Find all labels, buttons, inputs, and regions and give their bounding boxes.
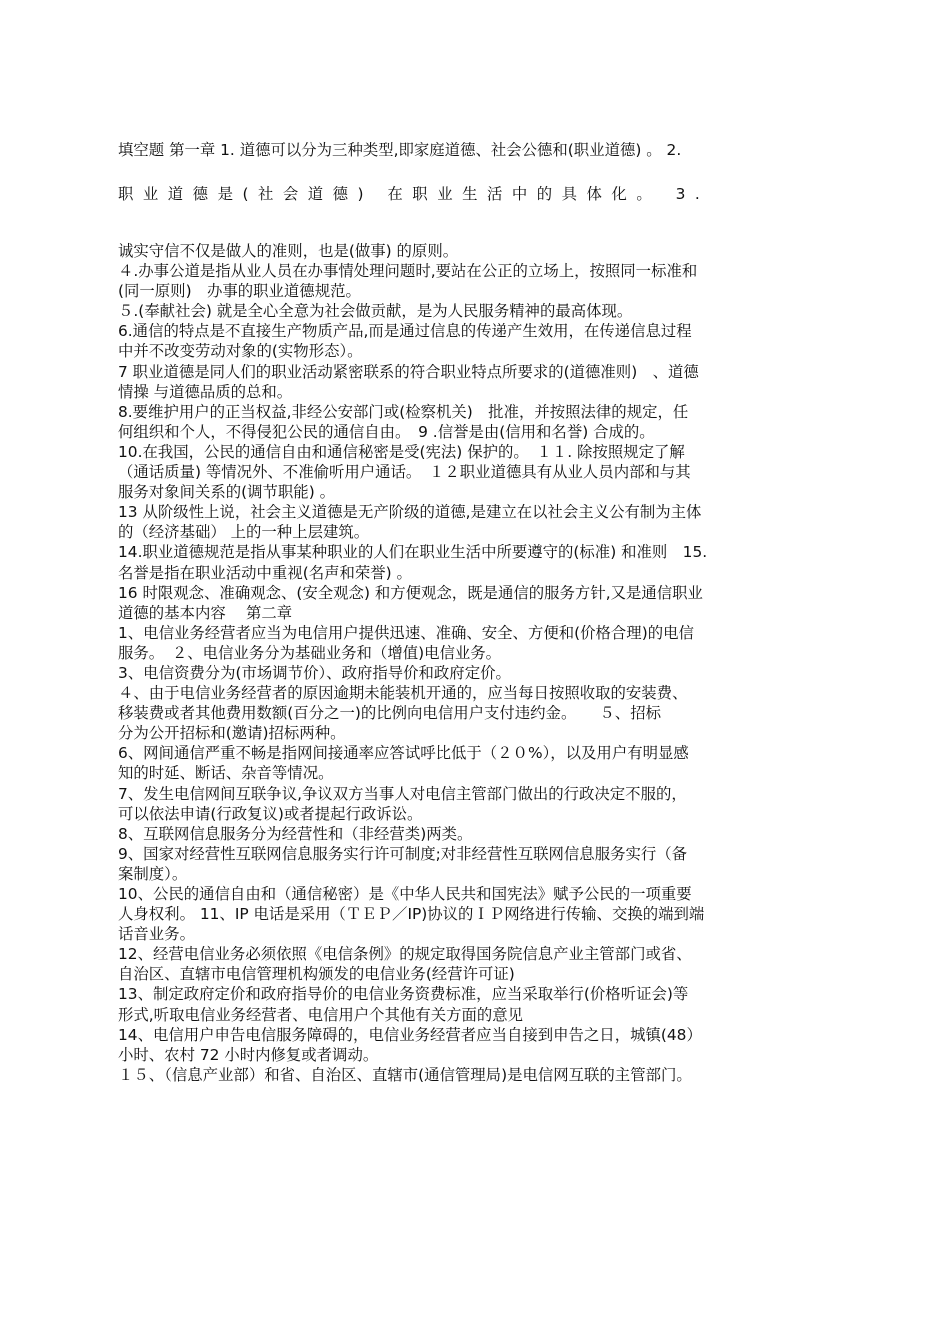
text-line: 情操 与道德品质的总和。 [118, 382, 293, 401]
text-line: 道德的基本内容 第二章 [118, 603, 293, 622]
text-line: 的（经济基础） 上的一种上层建筑。 [118, 523, 370, 542]
text-line: 移装费或者其他费用数额(百分之一)的比例向电信用户支付违约金。 ５、招标 [118, 704, 661, 723]
text-line: 何组织和个人，不得侵犯公民的通信自由。 9 .信誉是由(信用和名誉) 合成的。 [118, 422, 655, 441]
text-line: 话音业务。 [118, 925, 195, 944]
text-line: 知的时延、断话、杂音等情况。 [118, 764, 334, 783]
text-line: 1、电信业务经营者应当为电信用户提供迅速、准确、安全、方便和(价格合理)的电信 [118, 623, 694, 642]
text-line: (同一原则) 办事的职业道德规范。 [118, 282, 361, 301]
text-line: 可以依法申请(行政复议)或者提起行政诉讼。 [118, 804, 423, 823]
text-line: 13、制定政府定价和政府指导价的电信业务资费标准，应当采取举行(价格听证会)等 [118, 985, 689, 1004]
text-line-2: 职业道德是(社会道德) 在职业生活中的具体化。 3. [118, 185, 710, 203]
text-line: 7 职业道德是同人们的职业活动紧密联系的符合职业特点所要求的(道德准则) 、道德 [118, 362, 699, 381]
text-line: 7、发生电信网间互联争议,争议双方当事人对电信主管部门做出的行政决定不服的， [118, 784, 687, 803]
text-line: 3、电信资费分为(市场调节价）、政府指导价和政府定价。 [118, 663, 511, 682]
text-line: ４、由于电信业务经营者的原因逾期未能装机开通的，应当每日按照收取的安装费、 [118, 684, 688, 703]
text-line: 10.在我国，公民的通信自由和通信秘密是受(宪法) 保护的。 １１. 除按照规定了解 [118, 442, 685, 461]
text-line: 中并不改变劳动对象的(实物形态）。 [118, 342, 363, 361]
text-line: 分为公开招标和(邀请)招标两种。 [118, 724, 346, 743]
text-line: （通话质量) 等情况外、不准偷听用户通话。 １２职业道德具有从业人员内部和与其 [118, 463, 691, 482]
text-line: 自治区、直辖市电信管理机构颁发的电信业务(经营许可证) [118, 965, 515, 984]
text-line: 13 从阶级性上说，社会主义道德是无产阶级的道德,是建立在以社会主义公有制为主体 [118, 503, 702, 522]
text-line-1: 填空题 第一章 1. 道德可以分为三种类型,即家庭道德、社会公德和(职业道德) 。 2. [118, 141, 682, 159]
text-line: ４.办事公道是指从业人员在办事情处理问题时,要站在公正的立场上，按照同一标准和 [118, 262, 698, 281]
text-line: 6.通信的特点是不直接生产物质产品,而是通过信息的传递产生效用，在传递信息过程 [118, 322, 692, 341]
text-line: 人身权利。 11、IP 电话是采用（ＴＥＰ／IP)协议的ＩＰ网络进行传输、交换的端到端 [118, 905, 705, 924]
text-line: 8.要维护用户的正当权益,非经公安部门或(检察机关) 批准，并按照法律的规定，任 [118, 402, 689, 421]
text-line: 16 时限观念、准确观念、(安全观念) 和方便观念，既是通信的服务方针,又是通信职业 [118, 583, 703, 602]
text-line: 6、网间通信严重不畅是指网间接通率应答试呼比低于（２０%），以及用户有明显感 [118, 744, 689, 763]
text-line: 12、经营电信业务必须依照《电信条例》的规定取得国务院信息产业主管部门或省、 [118, 945, 692, 964]
text-line: ５.(奉献社会) 就是全心全意为社会做贡献，是为人民服务精神的最高体现。 [118, 302, 633, 321]
text-line: 诚实守信不仅是做人的准则，也是(做事) 的原则。 [118, 242, 459, 260]
text-line: １５、（信息产业部）和省、自治区、直辖市(通信管理局)是电信网互联的主管部门。 [118, 1065, 692, 1084]
text-line: 8、互联网信息服务分为经营性和（非经营类)两类。 [118, 824, 473, 843]
text-line: 案制度）。 [118, 864, 188, 883]
text-line: 小时、农村 72 小时内修复或者调动。 [118, 1045, 379, 1064]
text-line: 服务对象间关系的(调节职能) 。 [118, 483, 335, 502]
text-line: 名誉是指在职业活动中重视(名声和荣誉) 。 [118, 563, 412, 582]
text-line: 形式,听取电信业务经营者、电信用户个其他有关方面的意见 [118, 1005, 524, 1024]
text-line: 14、电信用户申告电信服务障碍的，电信业务经营者应当自接到申告之日，城镇(48） [118, 1025, 702, 1044]
text-line: 10、公民的通信自由和（通信秘密）是《中华人民共和国宪法》赋予公民的一项重要 [118, 885, 692, 903]
document-body [118, 241, 832, 1085]
text-line: 服务。 ２、电信业务分为基础业务和（增值)电信业务。 [118, 643, 502, 662]
text-line: 9、国家对经营性互联网信息服务实行许可制度;对非经营性互联网信息服务实行（备 [118, 844, 688, 863]
text-line: 14.职业道德规范是指从事某种职业的人们在职业生活中所要遵守的(标准) 和准则 15. [118, 543, 708, 562]
